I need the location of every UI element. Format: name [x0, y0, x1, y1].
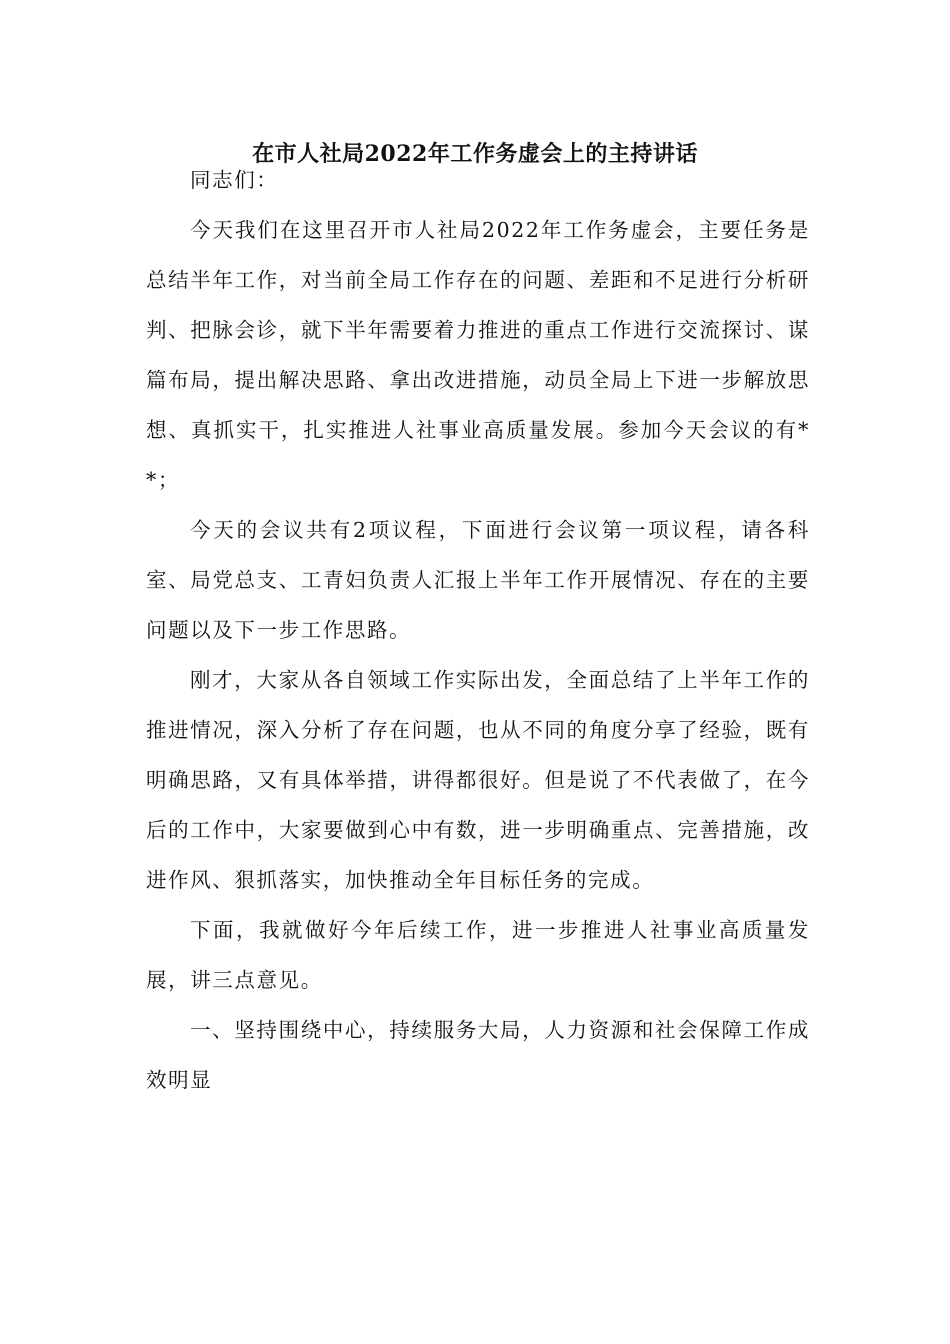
document-body: [146, 155, 810, 1105]
body-paragraph: 刚才，大家从各自领域工作实际出发，全面总结了上半年工作的推进情况，深入分析了存在问题，也从不同的角度分享了经验，既有明确思路，又有具体举措，讲得都很好。但是说了不代表做了，在今后的工作中，大家要做到心中有数，进一步明确重点、完善措施，改进作风、狠抓落实，加快推动全年目标任务的完成。: [146, 668, 810, 892]
salutation-paragraph: 同志们：: [190, 168, 279, 192]
document-title: 在市人社局2022年工作务虚会上的主持讲话: [252, 141, 698, 167]
section-heading: 一、坚持围绕中心，持续服务大局，人力资源和社会保障工作成效明显: [146, 1018, 810, 1092]
body-paragraph: 下面，我就做好今年后续工作，进一步推进人社事业高质量发展，讲三点意见。: [146, 918, 810, 992]
body-paragraph: 今天的会议共有2项议程，下面进行会议第一项议程，请各科室、局党总支、工青妇负责人汇报上半年工作开展情况、存在的主要问题以及下一步工作思路。: [146, 518, 810, 642]
body-paragraph: 今天我们在这里召开市人社局2022年工作务虚会，主要任务是总结半年工作，对当前全局工作存在的问题、差距和不足进行分析研判、把脉会诊，就下半年需要着力推进的重点工作进行交流探讨、谋篇布局，提出解决思路、拿出改进措施，动员全局上下进一步解放思想、真抓实干，扎实推进人社事业高质量发展。参加今天会议的有**；: [146, 218, 810, 492]
